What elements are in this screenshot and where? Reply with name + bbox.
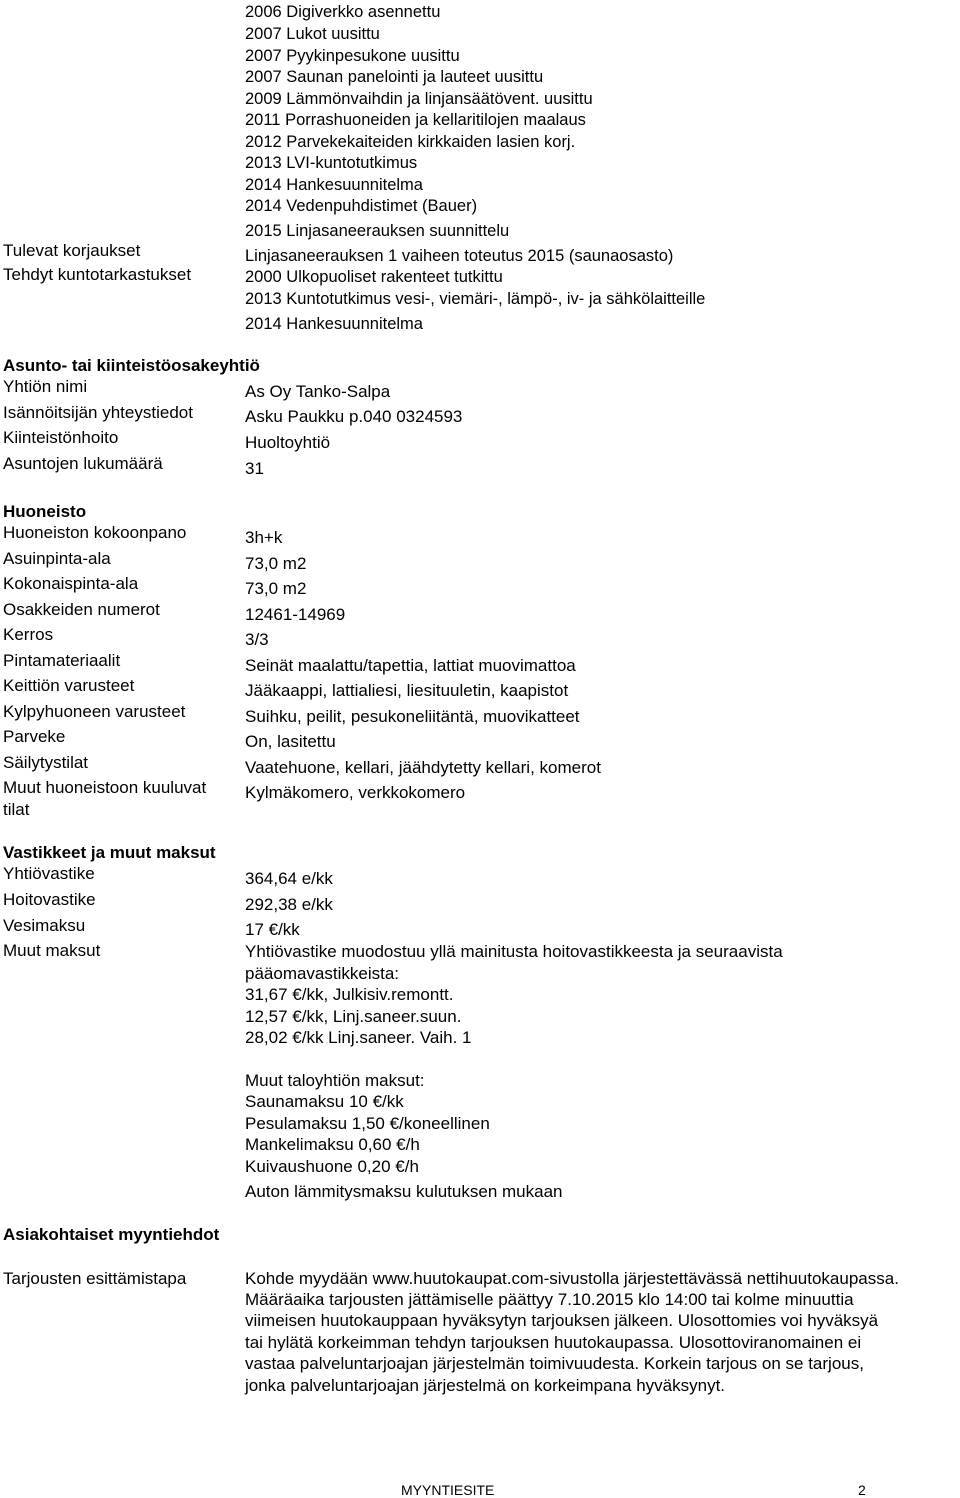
other-fees-line: 28,02 €/kk Linj.saneer. Vaih. 1 xyxy=(245,1028,472,1047)
page-number: 2 xyxy=(858,1482,866,1498)
layout-value: 3h+k xyxy=(245,528,283,547)
history-item: 2011 Porrashuoneiden ja kellaritilojen maalaus xyxy=(245,111,586,129)
future-repairs-label: Tulevat korjaukset xyxy=(3,241,141,260)
other-fees-line: 31,67 €/kk, Julkisiv.remontt. xyxy=(245,985,454,1004)
surface-materials-value: Seinät maalattu/tapettia, lattiat muovimattoa xyxy=(245,656,576,675)
kitchen-equipment-label: Keittiön varusteet xyxy=(3,676,135,695)
misc-fees-line: Muut taloyhtiön maksut: xyxy=(245,1071,425,1090)
balcony-label: Parveke xyxy=(3,727,66,746)
company-fee-label: Yhtiövastike xyxy=(3,864,95,883)
future-repairs-value: Linjasaneerauksen 1 vaiheen toteutus 2015 (saunaosasto) xyxy=(245,247,674,265)
other-fees-line: Yhtiövastike muodostuu yllä mainitusta hoitovastikkeesta ja seuraavista xyxy=(245,942,783,961)
kitchen-equipment-value: Jääkaappi, lattialiesi, liesituuletin, kaapistot xyxy=(245,681,569,700)
history-item: 2007 Lukot uusittu xyxy=(245,25,380,43)
water-fee-label: Vesimaksu xyxy=(3,916,86,935)
misc-fees-line: Saunamaksu 10 €/kk xyxy=(245,1092,404,1111)
bidding-method-label: Tarjousten esittämistapa xyxy=(3,1269,187,1288)
history-item: 2007 Pyykinpesukone uusittu xyxy=(245,47,460,65)
history-item: 2007 Saunan panelointi ja lauteet uusittu xyxy=(245,68,544,86)
bidding-terms-line: viimeisen huutokauppaan hyväksytyn tarjouksen jälkeen. Ulosottomies voi hyväksyä xyxy=(245,1311,879,1330)
inspections-label: Tehdyt kuntotarkastukset xyxy=(3,265,192,284)
history-item: 2014 Hankesuunnitelma xyxy=(245,176,423,194)
fees-heading: Vastikkeet ja muut maksut xyxy=(3,843,216,862)
misc-fees-line: Pesulamaksu 1,50 €/koneellinen xyxy=(245,1114,490,1133)
total-area-label: Kokonaispinta-ala xyxy=(3,574,139,593)
bidding-terms-line: jonka palveluntarjoajan järjestelmä on korkeimpana hyväksynyt. xyxy=(245,1376,726,1395)
bathroom-equipment-value: Suihku, peilit, pesukoneliitäntä, muovikatteet xyxy=(245,707,580,726)
property-maintenance-value: Huoltoyhtiö xyxy=(245,433,331,452)
other-fees-line: 12,57 €/kk, Linj.saneer.suun. xyxy=(245,1007,462,1026)
apartment-heading: Huoneisto xyxy=(3,502,87,521)
inspection-item: 2000 Ulkopuoliset rakenteet tutkittu xyxy=(245,268,503,286)
living-area-value: 73,0 m2 xyxy=(245,554,307,573)
bidding-terms-line: tai hylätä korkeimman tehdyn tarjouksen huutokaupassa. Ulosottoviranomainen ei xyxy=(245,1333,862,1352)
storage-label: Säilytystilat xyxy=(3,753,89,772)
company-fee-value: 364,64 e/kk xyxy=(245,869,333,888)
inspection-item: 2013 Kuntotutkimus vesi-, viemäri-, lämpö-, iv- ja sähkölaitteille xyxy=(245,290,706,308)
apartment-count-value: 31 xyxy=(245,459,264,478)
bidding-terms-line: Määräaika tarjousten jättämiselle päättyy 7.10.2015 klo 14:00 tai kolme minuuttia xyxy=(245,1290,854,1309)
history-item: 2006 Digiverkko asennettu xyxy=(245,3,441,21)
history-item: 2013 LVI-kuntotutkimus xyxy=(245,154,418,172)
company-name-label: Yhtiön nimi xyxy=(3,377,88,396)
other-spaces-label: Muut huoneistoon kuuluvat xyxy=(3,778,207,797)
floor-label: Kerros xyxy=(3,625,54,644)
other-spaces-value: Kylmäkomero, verkkokomero xyxy=(245,783,466,802)
floor-value: 3/3 xyxy=(245,630,269,649)
share-numbers-label: Osakkeiden numerot xyxy=(3,600,160,619)
inspection-item: 2014 Hankesuunnitelma xyxy=(245,315,423,333)
misc-fees-line: Auton lämmitysmaksu kulutuksen mukaan xyxy=(245,1182,563,1201)
total-area-value: 73,0 m2 xyxy=(245,579,307,598)
other-fees-label: Muut maksut xyxy=(3,941,101,960)
history-item: 2014 Vedenpuhdistimet (Bauer) xyxy=(245,197,478,215)
living-area-label: Asuinpinta-ala xyxy=(3,549,111,568)
surface-materials-label: Pintamateriaalit xyxy=(3,651,121,670)
company-name-value: As Oy Tanko-Salpa xyxy=(245,382,391,401)
history-item: 2012 Parvekekaiteiden kirkkaiden lasien korj. xyxy=(245,133,576,151)
share-numbers-value: 12461-14969 xyxy=(245,605,346,624)
bidding-terms-line: Kohde myydään www.huutokaupat.com-sivustolla järjestettävässä nettihuutokaupassa. xyxy=(245,1269,899,1288)
other-spaces-label-cont: tilat xyxy=(3,800,30,819)
balcony-value: On, lasitettu xyxy=(245,732,336,751)
manager-contact-value: Asku Paukku p.040 0324593 xyxy=(245,407,463,426)
water-fee-value: 17 €/kk xyxy=(245,920,300,939)
history-item: 2009 Lämmönvaihdin ja linjansäätövent. uusittu xyxy=(245,90,593,108)
storage-value: Vaatehuone, kellari, jäähdytetty kellari, komerot xyxy=(245,758,601,777)
manager-contact-label: Isännöitsijän yhteystiedot xyxy=(3,403,193,422)
bidding-terms-line: vastaa palveluntarjoajan järjestelmän toimivuudesta. Korkein tarjous on se tarjous, xyxy=(245,1354,864,1373)
layout-label: Huoneiston kokoonpano xyxy=(3,523,187,542)
apartment-count-label: Asuntojen lukumäärä xyxy=(3,454,163,473)
other-fees-line: pääomavastikkeista: xyxy=(245,964,400,983)
misc-fees-line: Mankelimaksu 0,60 €/h xyxy=(245,1135,420,1154)
footer-title: MYYNTIESITE xyxy=(401,1482,495,1498)
maintenance-fee-value: 292,38 e/kk xyxy=(245,895,333,914)
property-maintenance-label: Kiinteistönhoito xyxy=(3,428,119,447)
misc-fees-line: Kuivaushuone 0,20 €/h xyxy=(245,1157,419,1176)
maintenance-fee-label: Hoitovastike xyxy=(3,890,96,909)
terms-heading: Asiakohtaiset myyntiehdot xyxy=(3,1225,220,1244)
company-heading: Asunto- tai kiinteistöosakeyhtiö xyxy=(3,356,260,375)
history-item: 2015 Linjasaneerauksen suunnittelu xyxy=(245,222,510,240)
bathroom-equipment-label: Kylpyhuoneen varusteet xyxy=(3,702,186,721)
